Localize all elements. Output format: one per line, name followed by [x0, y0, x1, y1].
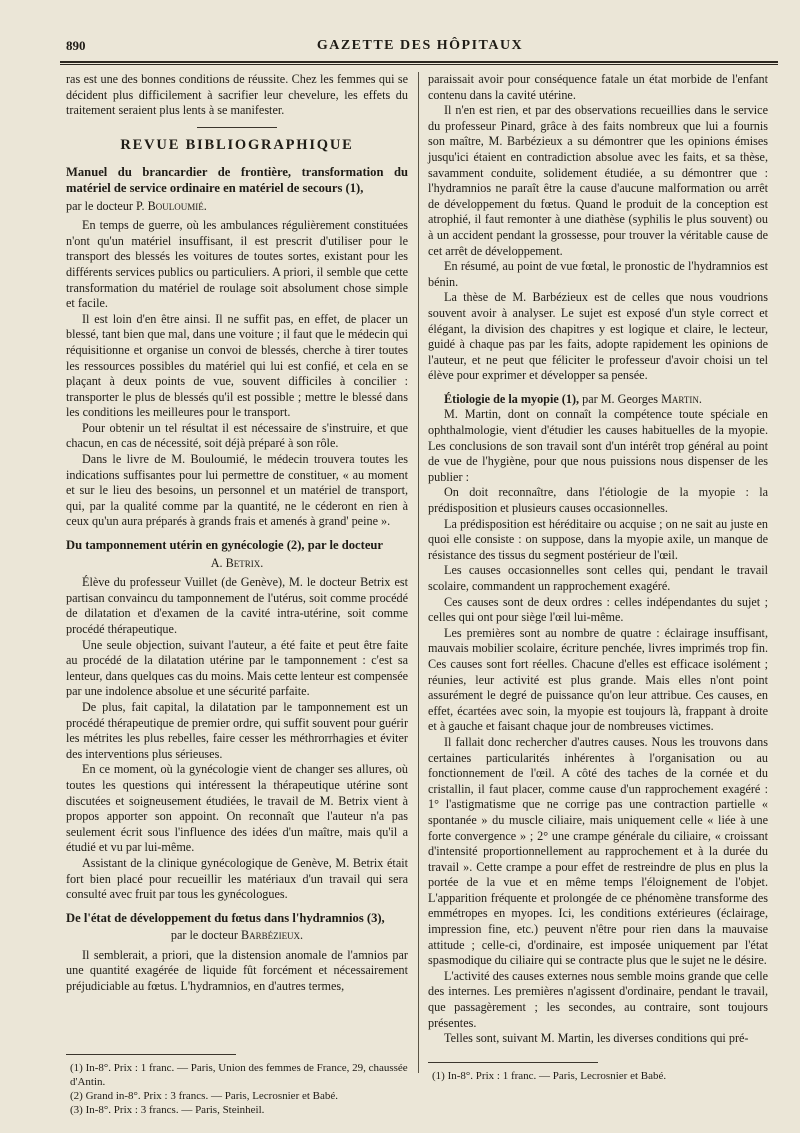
paragraph: En temps de guerre, où les ambulances régulièrement constituées n'ont qu'un matériel insuffisant, il est prescrit d'utiliser pour le transport des blessés les voitures de toutes sortes, existant pour les différents services publics ou particuliers. A priori, il semble que cette transformation du matériel de roulage soit absolument chose simple et facile.: [66, 218, 408, 311]
footnote-rule: [428, 1062, 598, 1063]
paragraph: Dans le livre de M. Bouloumié, le médecin trouvera toutes les indications suffisantes pour lui permettre de constituer, « au moment et sur le lieu des besoins, un personnel et un matériel de transport, qui, par la qualité comme par la quantité, ne le céderont en rien à ceux qu'un aura préparés à grands frais et amenés à grand' peine ».: [66, 452, 408, 529]
header-rule: [60, 61, 778, 63]
footnote: (3) In-8°. Prix : 3 francs. — Paris, Steinheil.: [70, 1104, 265, 1116]
book-heading-myopie: [428, 392, 768, 408]
footnote-rule: [66, 1054, 236, 1055]
paragraph: Assistant de la clinique gynécologique de Genève, M. Betrix était fort bien placé pour recueillir les matériaux d'un travail qui sera consulté avec fruit par tous les gynécologues.: [66, 855, 408, 902]
byline-prefix: par M. Georges: [579, 391, 662, 406]
book-title-tamponnement: Du tamponnement utérin en gynécologie (2), par le docteur: [66, 538, 384, 553]
paragraph: L'activité des causes externes nous semble moins grande que celle des internes. Les premières n'agissent d'ordinaire, pendant le travail, que passagèrement ; les secondes, au contraire, sont toujours présentes.: [428, 968, 768, 1030]
paragraph: De plus, fait capital, la dilatation par le tamponnement est un procédé thérapeutique de premier ordre, qui suffit souvent pour guérir les métrites les plus rebelles, faire cesser les méthrorrhagies et éviter des interventions plus sérieuses.: [66, 699, 408, 761]
section-title: REVUE BIBLIOGRAPHIQUE: [120, 136, 354, 153]
paragraph: paraissait avoir pour conséquence fatale un état morbide de l'enfant contenu dans la cavité utérine.: [428, 72, 768, 102]
paragraph: Élève du professeur Vuillet (de Genève), M. le docteur Betrix est partisan convaincu du tamponnement de l'utérus, soit comme procédé de dilatation et d'examen de la cavité intra-utérine, soit comme procédé thérapeutique.: [66, 575, 408, 636]
author-name: P. Bouloumié.: [136, 198, 207, 213]
book-byline-hydramnios: [66, 928, 408, 944]
right-column: [428, 72, 768, 1093]
author-name: Martin.: [661, 391, 702, 406]
column-divider: [418, 72, 419, 1073]
book-title-hydramnios: De l'état de développement du fœtus dans l'hydramnios (3),: [66, 910, 385, 925]
author-name: Barbézieux.: [240, 928, 304, 943]
byline-prefix: par le docteur: [66, 198, 137, 213]
paragraph: Il est loin d'en être ainsi. Il ne suffit pas, en effet, de placer un blessé, tant bien que mal, dans une voiture ; il faut que le médecin qui réquisitionne et organise un convoi de blessés, cherche à tirer toutes les ressources possibles du matériel qui lui est confié, et cela en se plaçant à deux points de vue, souvent difficiles à concilier : transporter le plus de blessés qu'il est possible ; mettre le blessé dans les conditions les meilleures pour le transport.: [66, 311, 408, 420]
paragraph: Ces causes sont de deux ordres : celles indépendantes du sujet ; celles qui ont pour siège l'œil lui-même.: [428, 594, 768, 625]
footnote: (1) In-8°. Prix : 1 franc. — Paris, Lecrosnier et Babé.: [432, 1070, 667, 1082]
paragraph: En ce moment, où la gynécologie vient de changer ses allures, où toutes les questions qui intéressent la thérapeutique utérine sont discutées et soigneusement étudiées, le travail de M. Betrix vient à propos apporter son appoint. On reconnaît que l'auteur n'a pas seulement écrit sous l'influence des idées d'un maître, mais qu'il a étudié et vu par lui-même.: [66, 762, 408, 855]
intro-paragraph: ras est une des bonnes conditions de réussite. Chez les femmes qui se décident plus difficilement à sacrifier leur chevelure, les effets du traitement seraient plus lents à se manifester.: [66, 72, 408, 118]
paragraph: Il n'en est rien, et par des observations recueillies dans le service du professeur Pinard, grâce à des faits nombreux que lui a fournis son maître, M. Barbézieux a su démontrer que les opinions émises jusqu'ici étaient en contradiction absolue avec les faits, et sa thèse, savamment conduite, solidement étudiée, a su démontrer que : l'hydramnios ne paraît être la cause d'aucune malformation ou arrêt de développement du fœtus. Quand le produit de la conception est atrophié, il faut remonter à une diathèse (syphilis le plus souvent) ou à un accident pendant la grossesse, pour trouver la véritable cause de cet arrêt de développement.: [428, 103, 768, 258]
paragraph: Les causes occasionnelles sont celles qui, pendant le travail scolaire, commandent un rapprochement exagéré.: [428, 563, 768, 593]
left-footnotes: [66, 1044, 408, 1117]
byline-prefix: par le docteur: [170, 928, 241, 943]
right-footnotes: [428, 1052, 768, 1083]
page-header: [60, 38, 780, 60]
paragraph: Telles sont, suivant M. Martin, les diverses conditions qui pré-: [444, 1031, 749, 1046]
footnote: (2) Grand in-8°. Prix : 3 francs. — Paris, Lecrosnier et Babé.: [70, 1090, 339, 1102]
left-column: [66, 72, 408, 1093]
paragraph: Les premières sont au nombre de quatre : éclairage insuffisant, mauvais mobilier scolaire, écriture penchée, livres imprimés trop fin. Ces causes sont fort réelles. Chacune d'elles est efficace isolément ; réunies, leur activité est plus grande. Mais elles n'ont point assurément le degré de puissance qu'on leur attribue. Ces causes, en effet, écartées avec soin, la myopie est toujours là, frappant à droite et à gauche et faisant chaque jour de nombreuses victimes.: [428, 625, 768, 734]
running-title: GAZETTE DES HÔPITAUX: [316, 38, 524, 53]
author-name: A. Betrix.: [210, 555, 264, 570]
paragraph: M. Martin, dont on connaît la compétence toute spéciale en ophthalmologie, vient d'étudier les causes habituelles de la myopie. Les conclusions de son travail sont d'un intérêt trop général au point de vue de l'hygiène, pour que nous puissions nous dispenser de les publier :: [428, 407, 768, 484]
paragraph: On doit reconnaître, dans l'étiologie de la myopie : la prédisposition et plusieurs causes occasionnelles.: [428, 485, 768, 516]
paragraph: Il fallait donc rechercher d'autres causes. Nous les trouvons dans certaines particularités inhérentes à l'organisation ou au fonctionnement de l'œil. A côté des taches de la cornée et du cristallin, il faut placer, comme cause d'un rapprochement exagéré : 1° l'astigmatisme que ne corrige pas une contraction partielle « spontanée » du muscle ciliaire, mais uniquement celle « liée à une forte convergence » ; 2° une crampe générale du ciliaire, « croissant d'intensité proportionnellement au rapprochement et à la durée du travail ». Cette crampe a pour effet de restreindre de plus en plus la portée de la vue et en même temps l'éloignement de l'objet. L'apparition fréquente et prolongée de ce phénomène transforme des emmétropes en myopes. Ici, les conditions extérieures (éclairage, impression fine, etc.) peuvent n'être pour rien dans la mauvaise attitude ; celle-ci, d'ordinaire, est imposée uniquement par l'état spasmodique du ciliaire qui se contracte plus que le sujet ne le désire.: [428, 734, 768, 968]
footnote: (1) In-8°. Prix : 1 franc. — Paris, Union des femmes de France, 29, chaussée d'Antin.: [70, 1062, 408, 1088]
paragraph: Pour obtenir un tel résultat il est nécessaire de s'instruire, et que chacun, en cas de nécessité, soit déjà préparé à son rôle.: [66, 420, 408, 451]
paragraph: En résumé, au point de vue fœtal, le pronostic de l'hydramnios est bénin.: [428, 259, 768, 289]
paragraph: La thèse de M. Barbézieux est de celles que nous voudrions souvent avoir à analyser. Le sujet est exposé d'un style correct et élégant, la division des chapitres y est logique et claire, le lecteur, guidé à chaque pas par les faits, adopte rapidement les opinions de l'auteur, et ne peut que féliciter le professeur d'avoir choisi un tel élève pour exprimer et développer sa pensée.: [428, 290, 768, 383]
book-byline-brancardier: [66, 199, 408, 215]
page-number: 890: [66, 38, 86, 53]
section-separator: [197, 127, 277, 128]
header-rule-thin: [60, 64, 778, 65]
paragraph: La prédisposition est héréditaire ou acquise ; on ne sait au juste en quoi elle consiste : on suppose, dans la myopie axile, un manque de résistance des tissus du segment postérieur de l'œil.: [428, 516, 768, 562]
paragraph: Il semblerait, a priori, que la distension anomale de l'amnios par une quantité exagérée de liquide fût forcément et nécessairement préjudiciable au fœtus. L'hydramnios, en d'autres termes,: [66, 947, 408, 994]
book-title-brancardier: Manuel du brancardier de frontière, transformation du matériel de service ordinaire en matériel de secours (1),: [66, 165, 408, 195]
book-title-myopie: Étiologie de la myopie (1),: [444, 391, 580, 406]
paragraph: Une seule objection, suivant l'auteur, a été faite et peut être faite au procédé de la dilatation utérine par le tamponnement : c'est sa lenteur, dans quelques cas du moins. Mais cette lenteur est compensée par une indolence absolue et une sécurité parfaite.: [66, 637, 409, 699]
